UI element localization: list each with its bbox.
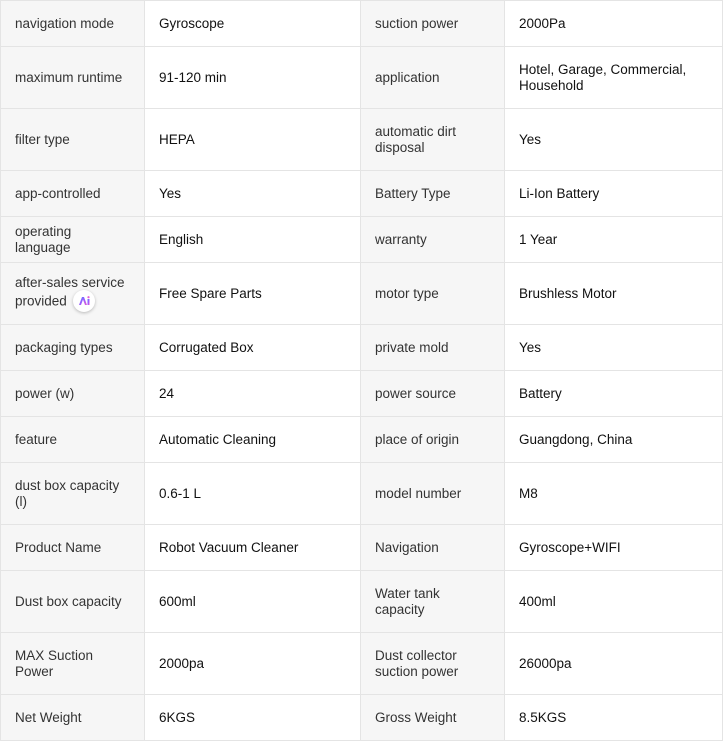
attribute-value: Li-Ion Battery	[505, 171, 723, 217]
attribute-name: filter type	[1, 109, 145, 171]
attribute-name: warranty	[361, 217, 505, 263]
attribute-value: Gyroscope+WIFI	[505, 525, 723, 571]
attribute-value: 24	[145, 371, 361, 417]
attribute-name: app-controlled	[1, 171, 145, 217]
attribute-name: suction power	[361, 1, 505, 47]
table-row	[1, 371, 723, 417]
attribute-value: 2000pa	[145, 633, 361, 695]
attribute-value: 1 Year	[505, 217, 723, 263]
attribute-value: Hotel, Garage, Commercial, Household	[505, 47, 723, 109]
attribute-name: power source	[361, 371, 505, 417]
attribute-value: 91-120 min	[145, 47, 361, 109]
table-row	[1, 217, 723, 263]
attribute-value: 8.5KGS	[505, 695, 723, 741]
attribute-name: feature	[1, 417, 145, 463]
attribute-name-cell	[1, 263, 145, 325]
attribute-value: Corrugated Box	[145, 325, 361, 371]
table-row	[1, 109, 723, 171]
attribute-name: Water tank capacity	[361, 571, 505, 633]
attribute-name: Product Name	[1, 525, 145, 571]
attribute-value: HEPA	[145, 109, 361, 171]
attribute-name: Dust box capacity	[1, 571, 145, 633]
attribute-name: place of origin	[361, 417, 505, 463]
attribute-name: MAX Suction Power	[1, 633, 145, 695]
attribute-name: Navigation	[361, 525, 505, 571]
attribute-name: packaging types	[1, 325, 145, 371]
attribute-value: Yes	[145, 171, 361, 217]
attribute-value: M8	[505, 463, 723, 525]
table-row	[1, 171, 723, 217]
attribute-value: Automatic Cleaning	[145, 417, 361, 463]
attribute-name: Net Weight	[1, 695, 145, 741]
attribute-value: 6KGS	[145, 695, 361, 741]
attribute-name: private mold	[361, 325, 505, 371]
table-row	[1, 463, 723, 525]
table-row	[1, 525, 723, 571]
attribute-name: navigation mode	[1, 1, 145, 47]
table-row	[1, 325, 723, 371]
attribute-name: operating language	[1, 217, 145, 263]
table-row	[1, 1, 723, 47]
attribute-value: Guangdong, China	[505, 417, 723, 463]
attribute-name: Battery Type	[361, 171, 505, 217]
attribute-name: automatic dirt disposal	[361, 109, 505, 171]
attribute-name: application	[361, 47, 505, 109]
attribute-name: Gross Weight	[361, 695, 505, 741]
attribute-name: motor type	[361, 263, 505, 325]
attribute-name: after-sales service provided	[15, 274, 125, 309]
attribute-value: Robot Vacuum Cleaner	[145, 525, 361, 571]
attribute-value: Free Spare Parts	[145, 263, 361, 325]
attribute-value: 26000pa	[505, 633, 723, 695]
attribute-value: Brushless Motor	[505, 263, 723, 325]
attribute-value: Yes	[505, 109, 723, 171]
attribute-value: 2000Pa	[505, 1, 723, 47]
attribute-name: maximum runtime	[1, 47, 145, 109]
attribute-name: Dust collector suction power	[361, 633, 505, 695]
attribute-value: 0.6-1 L	[145, 463, 361, 525]
attribute-name: model number	[361, 463, 505, 525]
table-row	[1, 417, 723, 463]
attribute-name: power (w)	[1, 371, 145, 417]
attribute-value: Battery	[505, 371, 723, 417]
attribute-value: 600ml	[145, 571, 361, 633]
table-row	[1, 633, 723, 695]
table-row	[1, 571, 723, 633]
table-row	[1, 47, 723, 109]
attribute-value: English	[145, 217, 361, 263]
attribute-value: Yes	[505, 325, 723, 371]
ai-assistant-icon[interactable]	[73, 290, 95, 312]
table-row	[1, 695, 723, 741]
table-row	[1, 263, 723, 325]
attribute-name: dust box capacity (l)	[1, 463, 145, 525]
attribute-value: Gyroscope	[145, 1, 361, 47]
attribute-value: 400ml	[505, 571, 723, 633]
